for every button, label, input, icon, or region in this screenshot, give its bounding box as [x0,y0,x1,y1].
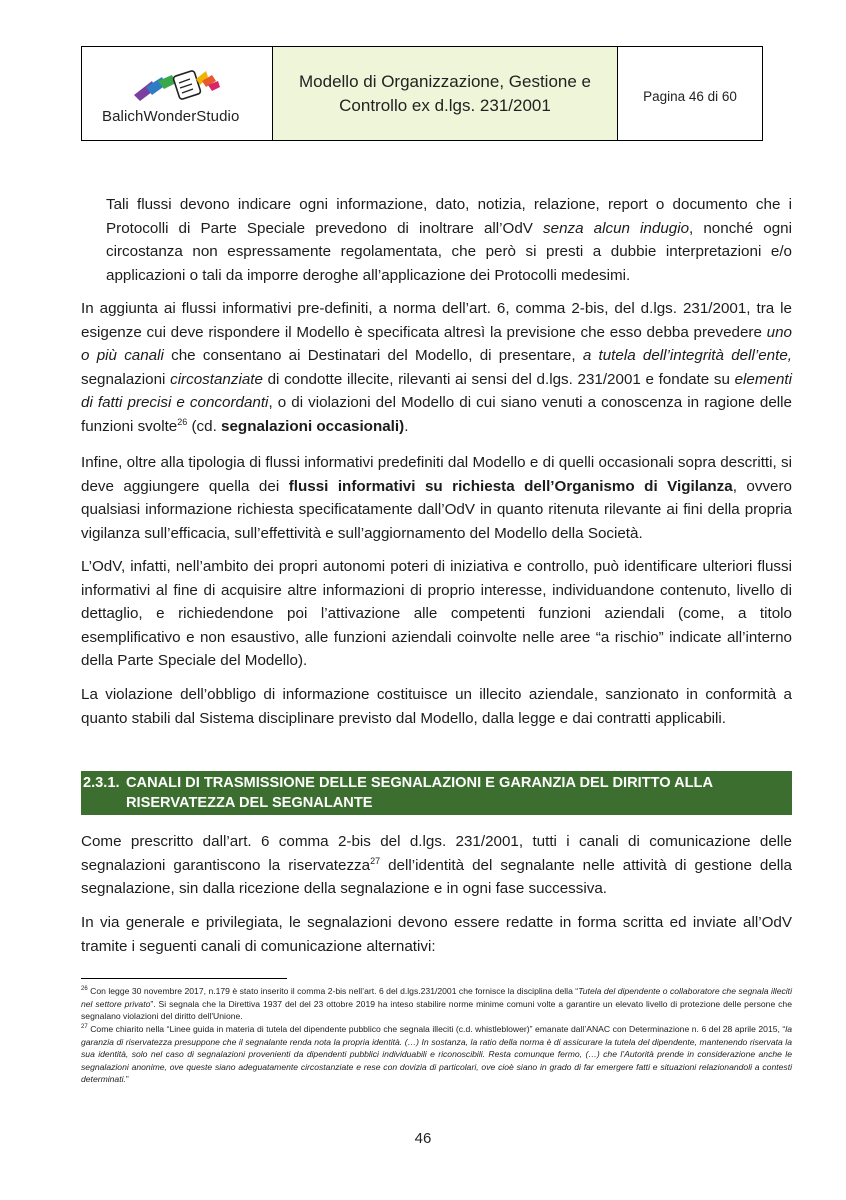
footnote-26: $^{26}$ Con legge 30 novembre 2017, n.179 è stato inserito il comma 2-bis nell’art. 6 del d.lgs.231/2001 che fornisce la disciplina della “Tutela del dipendente o collaboratore che segnala illeciti nel settore privato”. Si segnala che la Direttiva 1937 del del 23 ottobre 2019 ha inteso stabilire norme minime comuni volte a garantire un elevato livello di protezione delle persone che segnalano violazioni del diritto dell'Unione. [81,986,792,1022]
section-number: 2.3.1. [83,775,120,791]
paragraph-4: L’OdV, infatti, nell’ambito dei propri autonomi poteri di iniziativa e controllo, può identificare ulteriori flussi informativi al fine di acquisire altre informazioni di proprio interesse, individuandone contenuto, livello di dettaglio, e richiedendone poi l’attivazione alle competenti funzioni aziendali (come, a titolo esemplificativo e non esaustivo, alle funzioni aziendali coinvolte nelle aree “a rischio” indicate all’interno della Parte Speciale del Modello). [81,558,792,670]
page-number: 46 [414,1130,432,1147]
paragraph-7: In via generale e privilegiata, le segnalazioni devono essere redatte in forma scritta ed inviate all’OdV tramite i seguenti canali di comunicazione alternativi: [81,914,792,955]
footnote-ref-27: 27 [370,855,381,866]
footnote-27: $^{27}$ Come chiarito nella “Linee guida in materia di tutela del dipendente pubblico che segnala illeciti (c.d. whistleblower)” emanate dall’ANAC con Determinazione n. 6 del 28 aprile 2015, “la garanzia di riservatezza presuppone che il segnalante renda nota la propria identità. (…) In sostanza, la ratio della norma è di assicurare la tutela del dipendente, mantenendo riservata la sua identità, solo nel caso di segnalazioni provenienti da dipendenti pubblici individuabili e riconoscibili. Resta comunque fermo, (…) che l’Autorità prende in considerazione anche le segnalazioni anonime, ove queste siano adeguatamente circostanziate e rese con dovizia di particolari, ove cioè siano in grado di far emergere fatti e situazioni relazionandoli a contesti determinati.” [81,1024,792,1085]
footnote-ref-26: 26 [177,416,188,427]
paragraph-2: In aggiunta ai flussi informativi pre-definiti, a norma dell’art. 6, comma 2-bis, del d.lgs. 231/2001, tra le esigenze cui deve rispondere il Modello è specificata altresì la previsione che esso debba prevedere uno o più canali che consentano ai Destinatari del Modello, di presentare, a tutela dell’integrità dell’ente, segnalazioni circostanziate di condotte illecite, rilevanti ai sensi del d.lgs. 231/2001 e fondate su elementi di fatti precisi e concordanti, o di violazioni del Modello di cui siano venuti a conoscenza in ragione delle funzioni svolte$^{26}$ (cd. segnalazioni occasionali). [81,300,793,435]
logo-cell [82,47,273,140]
section-title-line2: RISERVATEZZA DEL SEGNALANTE [126,795,373,811]
logo-text: BalichWonderStudio [102,108,240,125]
paragraph-1: Tali flussi devono indicare ogni informazione, dato, notizia, relazione, report o documento che i Protocolli di Parte Speciale prevedono di inoltrare all’OdV senza alcun indugio, nonché ogni circostanza non espressamente regolamentata, che però si presti a dubbie interpretazioni e/o applicazioni o tali da imporre deroghe all’applicazione dei Protocolli medesimi. [106,196,792,284]
document-title-line2: Controllo ex d.lgs. 231/2001 [339,95,551,115]
paragraph-5: La violazione dell’obbligo di informazione costituisce un illecito aziendale, sanzionato in conformità a quanto stabili dal Sistema disciplinare previsto dal Modello, dalla legge e dai contratti applicabili. [81,686,792,727]
document-title [273,47,618,140]
paragraph-6: Come prescritto dall’art. 6 comma 2-bis del d.lgs. 231/2001, tutti i canali di comunicazione delle segnalazioni garantiscono la riservatezza$^{27}$ dell’identità del segnalante nelle attività di gestione della segnalazione, sin dalla ricezione della segnalazione e in ogni fase successiva. [81,833,792,898]
section-heading [81,771,792,815]
company-logo-icon [132,67,222,107]
page-label: Pagina 46 di 60 [643,89,737,104]
section-title-line1: CANALI DI TRASMISSIONE DELLE SEGNALAZIONI E GARANZIA DEL DIRITTO ALLA [126,775,713,791]
paragraph-3: Infine, oltre alla tipologia di flussi informativi predefiniti dal Modello e di quelli occasionali sopra descritti, si deve aggiungere quella dei flussi informativi su richiesta dell’Organismo di Vigilanza, ovvero qualsiasi informazione richiesta specificatamente dall’OdV in quanto ritenuta rilevante ai fini della propria vigilanza sull’efficacia, sull’effettività e sull’aggiornamento del Modello della Società. [81,454,792,542]
document-title-line1: Modello di Organizzazione, Gestione e [299,71,591,91]
footnote-divider [81,978,287,979]
page-header [81,46,763,141]
page-indicator [618,47,762,140]
